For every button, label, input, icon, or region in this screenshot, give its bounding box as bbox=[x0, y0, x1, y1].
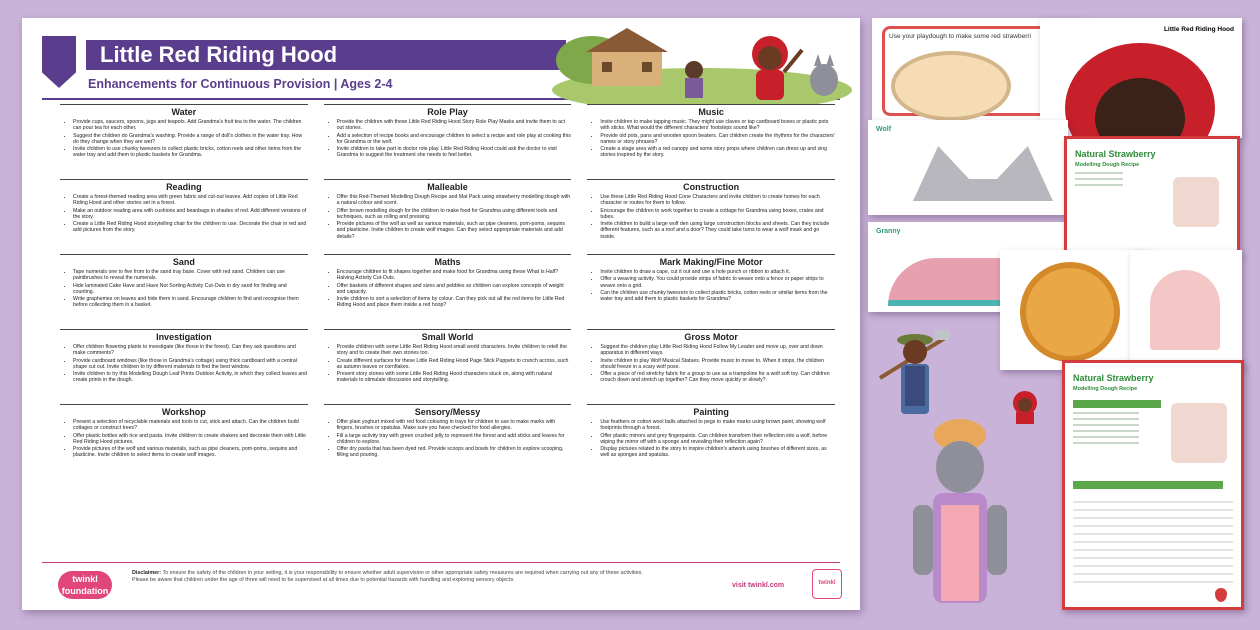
recipe-line bbox=[1073, 424, 1139, 426]
list-item: • Invite children to play Wolf Musical Statues. Provide music to move to. When it stops, the children should freeze in a scary wolf pose. bbox=[600, 358, 835, 370]
section-sensory-messy bbox=[324, 404, 572, 479]
section-sand bbox=[60, 254, 308, 329]
section-workshop bbox=[60, 404, 308, 479]
cupcake-illustration bbox=[1150, 270, 1220, 350]
list-item: • Tape numerals one to five from to the sand tray base. Cover with red sand. Children can use paintbrushes to reveal the numerals. bbox=[73, 269, 308, 281]
section-mark-making bbox=[587, 254, 835, 329]
list-item: • Encourage the children to work together to create a cottage for Grandma using boxes, crates and tubes. bbox=[600, 208, 835, 220]
list-item[interactable]: • Offer this Red-Themed Modelling Dough Recipe and Mat Pack using strawberry modelling dough with a natural colour and scent. bbox=[337, 194, 572, 206]
story-scene-illustration bbox=[552, 20, 852, 104]
card-subtitle: Modelling Dough Recipe bbox=[1073, 386, 1138, 392]
recipe-line bbox=[1073, 442, 1139, 444]
list-item: • Offer a piece of red stretchy fabric for a group to use as a trampoline for a wolf soft toy. Can children crouch down and stretch up together? Can they move quickly or slowly? bbox=[600, 371, 835, 383]
list-item[interactable]: • Encourage children to fit shapes together and make food for Grandma using these What Is Half? Halving Activity Cut-Outs. bbox=[337, 269, 572, 281]
ingredients-illustration bbox=[1173, 177, 1219, 227]
wolf-label: Wolf bbox=[876, 126, 892, 133]
list-item: • Create a forest-themed reading area with green fabric and cut-out leaves. Add copies of Little Red Riding Hood and other stories set in a forest. bbox=[73, 194, 308, 206]
list-item: • Display pictures related to the story to inspire children's artwork using brushes of different sizes, as well as sponges and spatulas. bbox=[600, 446, 835, 458]
section-painting bbox=[587, 404, 835, 479]
bookmark-ribbon bbox=[42, 36, 76, 88]
list-item: • Provide pictures of the wolf as well as various materials, such as pipe cleaners, pom-poms, sequins and plasticine. Invite children to create wolf images. Can they select appropriate materials and add details? bbox=[337, 221, 572, 240]
section-heading: Malleable bbox=[427, 182, 468, 192]
list-item: • Offer plain yoghurt mixed with red food colouring in trays for children to use to make marks with fingers, brushes or spatulas. Make sure you have checked for food allergies. bbox=[337, 419, 572, 431]
list-item: • Use feathers or cotton wool balls attached to pegs to make marks using brown paint, showing wolf footprints through a forest. bbox=[600, 419, 835, 431]
list-item: • Provide children with some Little Red Riding Hood small world characters. Invite children to retell the story and to create their own stories too. bbox=[337, 344, 572, 356]
section-heading: Water bbox=[171, 107, 197, 117]
section-malleable bbox=[324, 179, 572, 254]
pizza-mat-preview bbox=[1000, 250, 1150, 370]
section-heading: Sand bbox=[172, 257, 195, 267]
activity-grid bbox=[60, 104, 835, 554]
logo-bottom-text: foundation bbox=[61, 586, 109, 596]
mask-preview bbox=[1040, 18, 1242, 138]
list-item: • Provide cardboard windows (like those in Grandma's cottage) using thick cardboard with a central shape cut out. Invite children to try different materials to find the best window. bbox=[73, 358, 308, 370]
wolf-cutout-preview bbox=[868, 120, 1068, 215]
section-water bbox=[60, 104, 308, 179]
list-item: • Can the children use chunky tweezers to collect plastic bricks, cotton reels or similar items from the water tray and add them to plastic baskets for Grandma? bbox=[600, 290, 835, 302]
list-item: • Provide cups, saucers, spoons, jugs and teapots. Add Grandma's fruit tea to the water. The children can pour tea for each other. bbox=[73, 119, 308, 131]
section-heading: Investigation bbox=[156, 332, 212, 342]
list-item: • Suggest the children play Little Red Riding Hood Follow My Leader and move up, over and down apparatus in different ways. bbox=[600, 344, 835, 356]
grandma-wolf-illustration bbox=[905, 415, 1015, 615]
section-construction bbox=[587, 179, 835, 254]
playdough-prompt: Use your playdough to make some red strawberri bbox=[889, 33, 1031, 40]
section-heading: Painting bbox=[693, 407, 729, 417]
ingredients-header bbox=[1073, 400, 1161, 408]
disclaimer-text: To ensure the safety of the children in your setting, it is your responsibility to ensure whether adult supervision or other appropriate safety measures are required when carrying out any of these activities. Please be aware that children under the age of three will need to be supervised at all times due to potential hazards with handling and exploring sensory objects. bbox=[132, 570, 643, 583]
logo-top-text: twinkl bbox=[72, 574, 98, 584]
section-heading: Music bbox=[698, 107, 724, 117]
section-heading: Maths bbox=[434, 257, 461, 267]
recipe-line bbox=[1075, 172, 1123, 174]
section-reading bbox=[60, 179, 308, 254]
section-heading: Sensory/Messy bbox=[414, 407, 481, 417]
method-lines bbox=[1073, 495, 1233, 585]
list-item[interactable]: • Use these Little Red Riding Hood Cone Characters and invite children to create homes for each character or routes for them to follow. bbox=[600, 194, 835, 206]
recipe-line bbox=[1073, 412, 1139, 414]
list-item: • Invite children to take part in doctor role play. Little Red Riding Hood could ask the doctor to visit Grandma to suggest the treatment she needs to feel better. bbox=[337, 146, 572, 158]
list-item: • Fill a large activity tray with green crushed jelly to represent the forest and add sticks and leaves for children to explore. bbox=[337, 433, 572, 445]
list-item: • Suggest the children do Grandma's washing. Provide a range of doll's clothes in the water tray. How do they change when they are wet? bbox=[73, 133, 308, 145]
list-item: • Provide old pots, pans and wooden spoon beaters. Can children create the rhythms for the characters' names or story phrases? bbox=[600, 133, 835, 145]
woodcutter-illustration bbox=[875, 318, 985, 428]
section-heading: Role Play bbox=[427, 107, 468, 117]
list-item: • Offer children flowering plants to investigate (like those in the forest). Can they ask questions and make comments? bbox=[73, 344, 308, 356]
cupcake-mat-preview bbox=[1130, 250, 1242, 370]
list-item[interactable]: • Provide the children with these Little Red Riding Hood Story Role Play Masks and invite them to act out stories. bbox=[337, 119, 572, 131]
recipe-line bbox=[1075, 184, 1123, 186]
list-item: • Invite children to make tapping music. They might use claves or tap cardboard boxes or plastic pots with sticks. What would the different characters' footsteps sound like? bbox=[600, 119, 835, 131]
section-music bbox=[587, 104, 835, 179]
list-item: • Offer baskets of different shapes and sizes and pebbles so children can explore concepts of weight and capacity. bbox=[337, 283, 572, 295]
method-header bbox=[1073, 481, 1223, 489]
strawberry-icon bbox=[1215, 588, 1227, 602]
section-gross-motor bbox=[587, 329, 835, 404]
list-item[interactable]: • Invite children to try this Modelling Dough Leaf Prints Outdoor Activity, in which they collect leaves and create prints in the dough. bbox=[73, 371, 308, 383]
list-item: • Present story stones with some Little Red Riding Hood characters stuck on, along with natural materials to stimulate discussion and storytelling. bbox=[337, 371, 572, 383]
strawberry-recipe-card-back bbox=[1064, 136, 1240, 256]
list-item: • Offer dry pasta that has been dyed red. Provide scoops and bowls for children to explore scooping, filling and pouring. bbox=[337, 446, 572, 458]
recipe-line bbox=[1073, 418, 1139, 420]
strawberry-recipe-card-front bbox=[1062, 360, 1244, 610]
list-item: • Create a stage area with a red canopy and some story props where children can dress up and sing stories inspired by the story. bbox=[600, 146, 835, 158]
page-subtitle: Enhancements for Continuous Provision | Ages 2-4 bbox=[88, 77, 393, 91]
page-title: Little Red Riding Hood bbox=[86, 40, 566, 70]
plate-illustration bbox=[891, 51, 1011, 121]
section-heading: Reading bbox=[166, 182, 202, 192]
red-riding-hood-small-illustration bbox=[1010, 390, 1040, 424]
list-item: • Invite children to build a large wolf den using large construction blocks and sheets. Can they include different features, such as a roof and a door? They could take turns to wear a wolf mask and go inside. bbox=[600, 221, 835, 240]
list-item: • Offer brown modelling dough for the children to make food for Grandma using different tools and techniques, such as rolling and pressing. bbox=[337, 208, 572, 220]
disclaimer-label: Disclaimer: bbox=[132, 570, 162, 576]
list-item: • Offer a weaving activity. You could provide strips of fabric to weave onto a fence or paper strips to weave onto a grid. bbox=[600, 276, 835, 288]
disclaimer bbox=[132, 570, 652, 583]
list-item: • Offer plastic bottles with rice and pasta. Invite children to create shakers and decorate them with Little Red Riding Hood pictures. bbox=[73, 433, 308, 445]
mask-title: Little Red Riding Hood bbox=[1163, 26, 1234, 33]
section-heading: Workshop bbox=[161, 407, 206, 417]
ingredients-illustration bbox=[1171, 403, 1227, 463]
section-role-play bbox=[324, 104, 572, 179]
card-subtitle: Modelling Dough Recipe bbox=[1075, 162, 1140, 168]
list-item: • Make an outdoor reading area with cushions and beanbags in shades of red. Add different versions of the story. bbox=[73, 208, 308, 220]
twinkl-badge: twinkl bbox=[812, 569, 842, 599]
wolf-ears-illustration bbox=[913, 146, 1053, 201]
section-investigation bbox=[60, 329, 308, 404]
section-heading: Small World bbox=[421, 332, 474, 342]
card-title: Natural Strawberry bbox=[1073, 373, 1154, 383]
recipe-line bbox=[1073, 430, 1139, 432]
list-item: • Invite children to draw a cape, cut it out and use a hole punch or ribbon to attach it. bbox=[600, 269, 835, 275]
list-item[interactable]: • Create different surfaces for these Little Red Riding Hood Page Stick Puppets to crunch across, such as autumn leaves or cornflakes. bbox=[337, 358, 572, 370]
provision-document bbox=[22, 18, 860, 610]
list-item: • Write graphemes on leaves and hide them in sand. Encourage children to find and recognise them before collecting them in a basket. bbox=[73, 296, 308, 308]
section-maths bbox=[324, 254, 572, 329]
section-small-world bbox=[324, 329, 572, 404]
document-footer bbox=[42, 562, 840, 602]
section-heading: Construction bbox=[683, 182, 740, 192]
list-item: • Add a selection of recipe books and encourage children to select a recipe and role play at cooking this for Grandma or the wolf. bbox=[337, 133, 572, 145]
twinkl-foundation-logo bbox=[58, 571, 112, 599]
section-heading: Mark Making/Fine Motor bbox=[659, 257, 763, 267]
list-item: • Invite children to sort a selection of items by colour. Can they pick out all the red items for Little Red Riding Hood and place them inside a red hoop? bbox=[337, 296, 572, 308]
visit-link[interactable]: visit twinkl.com bbox=[732, 582, 785, 589]
recipe-line bbox=[1073, 436, 1139, 438]
section-heading: Gross Motor bbox=[684, 332, 738, 342]
list-item: • Offer plastic mirrors and grey fingerpaints. Can children transform their reflection into a wolf, before wiping the mirror off with a sponge and revealing their reflection again? bbox=[600, 433, 835, 445]
card-title: Natural Strawberry bbox=[1075, 149, 1156, 159]
list-item: • Present a selection of recyclable materials and tools to cut, stick and attach. Can the children build cottages or construct trees? bbox=[73, 419, 308, 431]
pizza-illustration bbox=[1020, 262, 1120, 362]
granny-label: Granny bbox=[876, 228, 901, 235]
list-item: • Create a Little Red Riding Hood storytelling chair for the children to use. Decorate the chair in red and add pictures from the story. bbox=[73, 221, 308, 233]
list-item: • Provide pictures of the wolf and various materials, such as pipe cleaners, pom-poms, sequins and plasticine. Invite children to select items to create wolf images. bbox=[73, 446, 308, 458]
recipe-line bbox=[1075, 178, 1123, 180]
list-item[interactable]: • Hide laminated Cake Have and Have Not Sorting Activity Cut-Outs in dry sand for finding and counting. bbox=[73, 283, 308, 295]
list-item: • Invite children to use chunky tweezers to collect plastic bricks, cotton reels and other items from the water tray and add them to plastic baskets for Grandma. bbox=[73, 146, 308, 158]
